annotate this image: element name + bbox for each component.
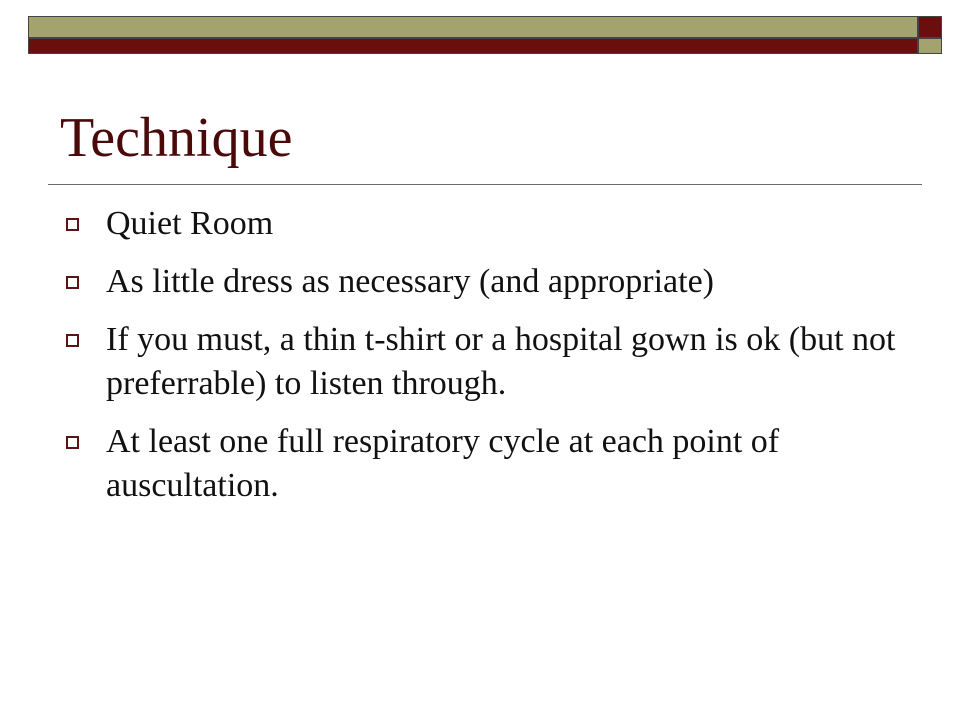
bullet-text: As little dress as necessary (and appropriate) <box>106 263 714 300</box>
bullet-item <box>64 260 914 304</box>
bullet-item <box>64 318 914 406</box>
bullet-text: If you must, a thin t-shirt or a hospital gown is ok (but not preferrable) to listen through. <box>106 321 896 402</box>
slide-title: Technique <box>60 107 293 169</box>
bullet-item <box>64 202 914 246</box>
header-bar-olive <box>28 16 918 38</box>
square-bullet-icon <box>66 436 79 449</box>
bullet-text: At least one full respiratory cycle at each point of auscultation. <box>106 423 780 504</box>
square-bullet-icon <box>66 334 79 347</box>
square-bullet-icon <box>66 218 79 231</box>
square-bullet-icon <box>66 276 79 289</box>
header-bar-maroon <box>28 38 918 54</box>
header-square-olive <box>918 38 942 54</box>
bullet-list <box>64 202 914 522</box>
title-divider <box>48 184 922 185</box>
bullet-text: Quiet Room <box>106 205 274 242</box>
header-square-maroon <box>918 16 942 38</box>
bullet-item <box>64 420 914 508</box>
